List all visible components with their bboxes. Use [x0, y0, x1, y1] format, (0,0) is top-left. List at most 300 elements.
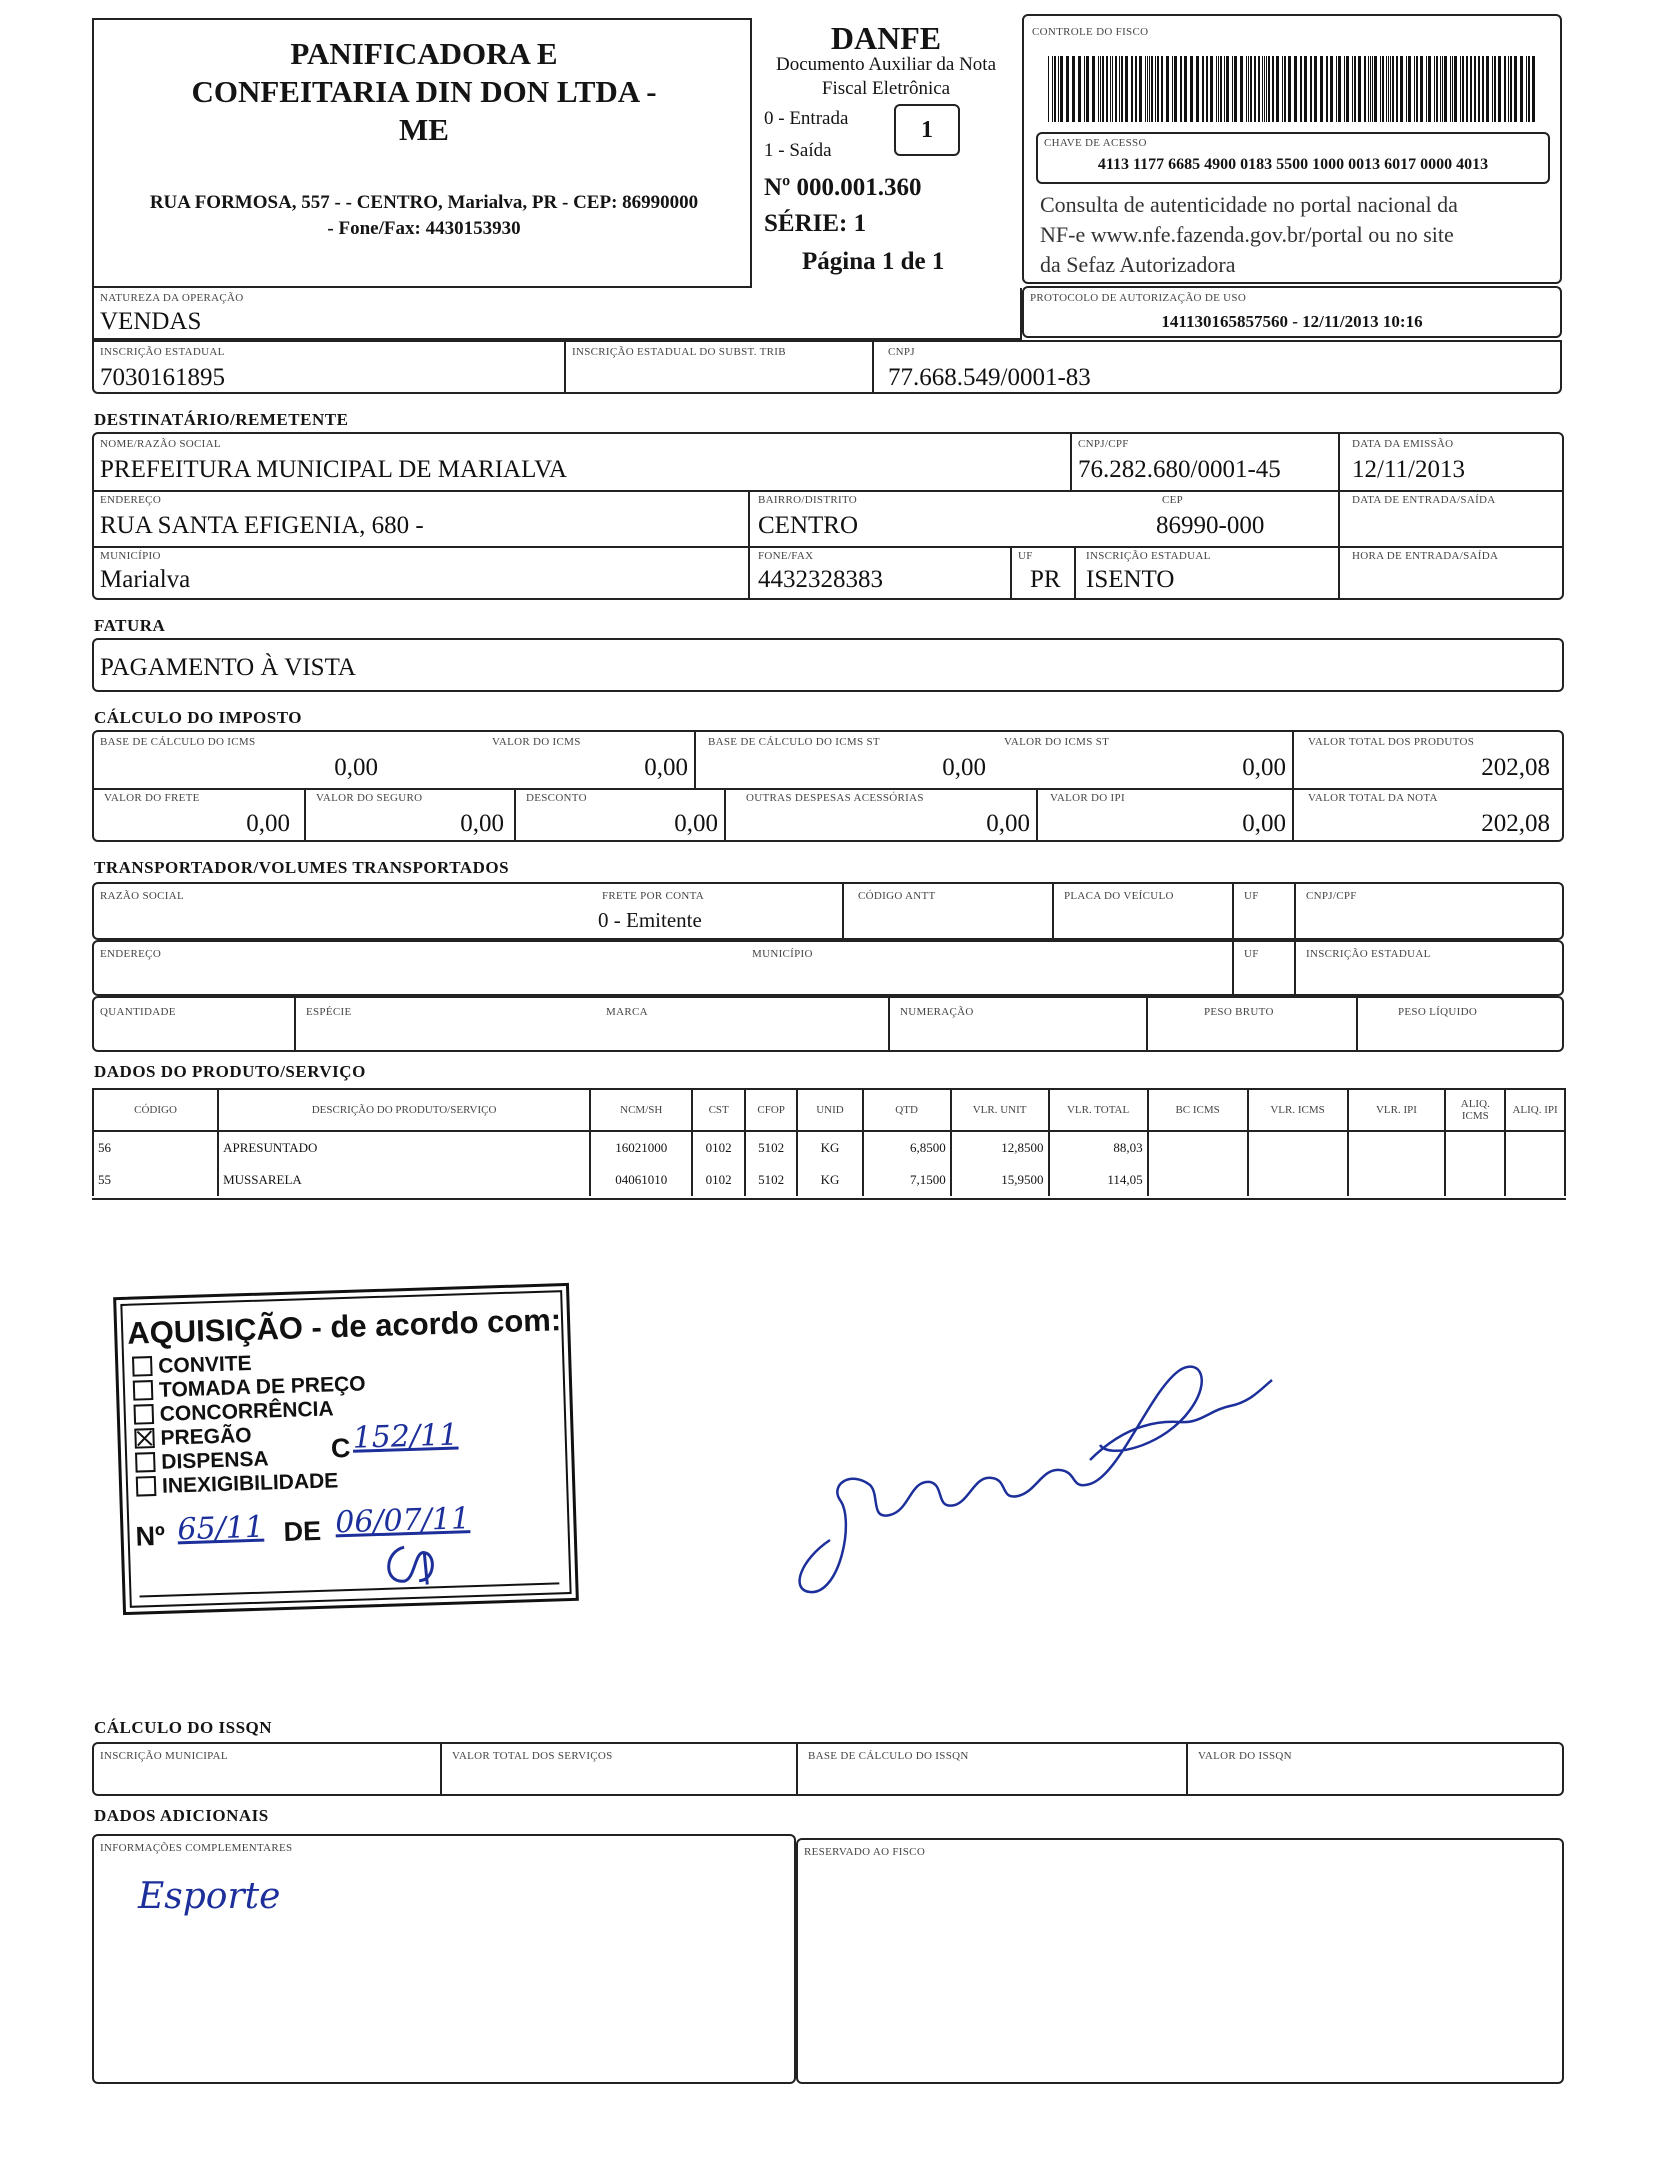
access-key-box	[1036, 132, 1550, 184]
barcode-bar	[1218, 56, 1219, 122]
acquisition-stamp	[113, 1283, 579, 1615]
transport-section: TRANSPORTADOR/VOLUMES TRANSPORTADOS	[94, 858, 510, 877]
tax-label: VALOR TOTAL DA NOTA	[1308, 792, 1438, 804]
barcode-bar	[1300, 56, 1302, 122]
emitter-address-line2: - Fone/Fax: 4430153930	[327, 218, 521, 239]
transport-cnpj-label: CNPJ/CPF	[1306, 890, 1357, 902]
checkbox-icon	[132, 1356, 153, 1377]
antt-label: CÓDIGO ANTT	[858, 890, 936, 902]
barcode-bar	[1098, 56, 1099, 122]
transport-city-cell	[746, 942, 1232, 994]
barcode-bar	[1400, 56, 1403, 122]
protocol-value: 141130165857560 - 12/11/2013 10:16	[1161, 312, 1423, 331]
barcode-bar	[1382, 56, 1384, 122]
barcode-bar	[1202, 56, 1204, 122]
barcode-bar	[1147, 56, 1148, 122]
barcode-bar	[1145, 56, 1146, 122]
barcode-bar	[1434, 56, 1435, 122]
species-label: ESPÉCIE	[306, 1006, 352, 1018]
additional-section: DADOS ADICIONAIS	[94, 1806, 269, 1825]
reserved-fisco-label: RESERVADO AO FISCO	[804, 1846, 926, 1858]
barcode-bar	[1149, 56, 1150, 122]
issqn-label: INSCRIÇÃO MUNICIPAL	[100, 1750, 228, 1762]
barcode-bar	[1206, 56, 1208, 122]
tax-label: VALOR DO SEGURO	[316, 792, 423, 804]
barcode-bar	[1344, 56, 1345, 122]
emission-date: 12/11/2013	[1352, 456, 1465, 483]
barcode-bar	[1184, 56, 1187, 122]
table-cell	[1445, 1164, 1505, 1196]
table-cell	[1505, 1131, 1565, 1164]
recipient-ie: ISENTO	[1086, 566, 1175, 593]
numbering-label: NUMERAÇÃO	[900, 1006, 974, 1018]
barcode-bar	[1284, 56, 1286, 122]
checkbox-icon	[135, 1452, 156, 1473]
transport-ie-label: INSCRIÇÃO ESTADUAL	[1306, 948, 1431, 960]
tax-label: DESCONTO	[526, 792, 587, 804]
recipient-ie-label: INSCRIÇÃO ESTADUAL	[1086, 550, 1211, 562]
products-header-cell: VLR. ICMS	[1248, 1089, 1348, 1131]
issqn-label: BASE DE CÁLCULO DO ISSQN	[808, 1750, 969, 1762]
consult-line2: NF-e www.nfe.fazenda.gov.br/portal ou no site	[1040, 222, 1454, 247]
products-header-cell: QTD	[863, 1089, 951, 1131]
barcode-bar	[1426, 56, 1427, 122]
barcode-bar	[1494, 56, 1496, 122]
barcode-bar	[1262, 56, 1263, 122]
transport-city-label: MUNICÍPIO	[752, 948, 813, 960]
tax-value: 0,00	[986, 810, 1030, 837]
barcode-bar	[1086, 56, 1089, 122]
barcode-bar	[1234, 56, 1237, 122]
barcode-bar	[1346, 56, 1349, 122]
barcode-bar	[1264, 56, 1265, 122]
products-header-row	[93, 1089, 1565, 1131]
numbering-cell	[888, 998, 1148, 1050]
district: CENTRO	[758, 512, 858, 539]
table-cell	[1348, 1131, 1446, 1164]
ie-st-label: INSCRIÇÃO ESTADUAL DO SUBST. TRIB	[572, 346, 786, 358]
tax-value: 0,00	[942, 754, 986, 781]
barcode-bar	[1058, 56, 1059, 122]
invoice-number: Nº 000.001.360	[764, 174, 922, 201]
barcode-bar	[1526, 56, 1527, 122]
tax-value: 202,08	[1481, 754, 1550, 781]
table-cell: 114,05	[1049, 1164, 1148, 1196]
recipient-name: PREFEITURA MUNICIPAL DE MARIALVA	[100, 456, 567, 483]
danfe-title: DANFE	[830, 20, 942, 56]
table-cell: MUSSARELA	[218, 1164, 590, 1196]
barcode-bar	[1282, 56, 1283, 122]
barcode-bar	[1288, 56, 1291, 122]
tax-value: 0,00	[1242, 810, 1286, 837]
barcode-bar	[1304, 56, 1307, 122]
handwritten-signature	[760, 1310, 1280, 1610]
stamp-option-label: TOMADA DE PREÇO	[158, 1372, 366, 1402]
transport-razao-label: RAZÃO SOCIAL	[100, 890, 184, 902]
table-cell	[1348, 1164, 1446, 1196]
operation-nature-box	[92, 288, 1022, 340]
barcode-bar	[1272, 56, 1274, 122]
barcode-bar	[1220, 56, 1222, 122]
tax-cell	[384, 732, 694, 788]
city-label: MUNICÍPIO	[100, 550, 161, 562]
species-cell	[294, 998, 610, 1050]
placa-label: PLACA DO VEÍCULO	[1064, 890, 1174, 902]
tax-value: 0,00	[334, 754, 378, 781]
danfe-subtitle-line1: Documento Auxiliar da Nota	[775, 54, 997, 75]
cep-label: CEP	[1162, 494, 1184, 506]
table-cell: 7,1500	[863, 1164, 951, 1196]
barcode-bar	[1510, 56, 1512, 122]
tax-cell	[94, 732, 384, 788]
checkbox-icon	[133, 1380, 154, 1401]
tax-cell	[724, 788, 1036, 840]
table-cell: 88,03	[1049, 1131, 1148, 1164]
products-header-cell: VLR. UNIT	[951, 1089, 1049, 1131]
transport-cnpj-cell	[1294, 884, 1562, 938]
barcode-bar	[1151, 56, 1153, 122]
barcode-bar	[1190, 56, 1193, 122]
emitter-address-line1: RUA FORMOSA, 557 - - CENTRO, Marialva, PR - CEP: 86990000	[149, 192, 699, 213]
tax-label: BASE DE CÁLCULO DO ICMS	[100, 736, 256, 748]
additional-info-label: INFORMAÇÕES COMPLEMENTARES	[100, 1842, 293, 1854]
tax-label: VALOR DO ICMS ST	[1004, 736, 1110, 748]
issqn-cell	[796, 1744, 1188, 1794]
frete-cell	[598, 884, 842, 938]
barcode-bar	[1330, 56, 1333, 122]
danfe-box	[752, 18, 1020, 288]
issqn-cell	[1186, 1744, 1562, 1794]
recipient-box	[92, 432, 1564, 600]
issqn-label: VALOR DO ISSQN	[1198, 1750, 1292, 1762]
checkbox-icon	[136, 1476, 157, 1497]
barcode-bar	[1172, 56, 1173, 122]
tax-cell	[514, 788, 724, 840]
products-header-cell: DESCRIÇÃO DO PRODUTO/SERVIÇO	[218, 1089, 590, 1131]
barcode-bar	[1078, 56, 1081, 122]
barcode-bar	[1368, 56, 1369, 122]
barcode-bar	[1406, 56, 1407, 122]
nature-label: NATUREZA DA OPERAÇÃO	[100, 292, 244, 304]
barcode-bar	[1248, 56, 1249, 122]
emitter-name-line2: CONFEITARIA DIN DON LTDA -	[191, 74, 657, 109]
tax-section: CÁLCULO DO IMPOSTO	[94, 708, 302, 727]
reserved-fisco-box	[796, 1838, 1564, 2084]
recipient-row3	[94, 546, 1562, 598]
qty-label: QUANTIDADE	[100, 1006, 176, 1018]
barcode-bar	[1416, 56, 1418, 122]
ie-label: INSCRIÇÃO ESTADUAL	[100, 346, 225, 358]
barcode-bar	[1276, 56, 1279, 122]
barcode-bar	[1131, 56, 1133, 122]
barcode-bar	[1372, 56, 1373, 122]
barcode-bar	[1314, 56, 1317, 122]
emission-cell	[1338, 434, 1562, 490]
barcode-bar	[1414, 56, 1415, 122]
barcode-bar	[1166, 56, 1169, 122]
additional-info-box	[92, 1834, 796, 2084]
invoice-text: PAGAMENTO À VISTA	[100, 654, 356, 681]
table-cell: APRESUNTADO	[218, 1131, 590, 1164]
tax-cell	[1292, 788, 1562, 840]
table-row	[93, 1131, 1565, 1164]
barcode-bar	[1268, 56, 1270, 122]
district-label: BAIRRO/DISTRITO	[758, 494, 858, 506]
tax-label: VALOR TOTAL DOS PRODUTOS	[1308, 736, 1475, 748]
tax-label: VALOR DO IPI	[1050, 792, 1125, 804]
brand-cell	[600, 998, 892, 1050]
products-header-cell: BC ICMS	[1148, 1089, 1248, 1131]
barcode-bar	[1428, 56, 1431, 122]
tax-label: VALOR DO ICMS	[492, 736, 581, 748]
consult-line3: da Sefaz Autorizadora	[1040, 252, 1236, 277]
tax-cell	[992, 732, 1292, 788]
cnpj-cell	[872, 342, 1562, 392]
barcode-bar	[1240, 56, 1243, 122]
table-cell: 16021000	[590, 1131, 692, 1164]
issqn-box	[92, 1742, 1564, 1796]
barcode-bar	[1392, 56, 1394, 122]
stamp-option-label: DISPENSA	[160, 1447, 269, 1474]
stamp-initials	[374, 1540, 456, 1592]
table-cell	[1148, 1164, 1248, 1196]
cep-cell	[1138, 490, 1338, 544]
protocol-box	[1022, 286, 1562, 338]
tax-value: 202,08	[1481, 810, 1550, 837]
issqn-label: VALOR TOTAL DOS SERVIÇOS	[452, 1750, 613, 1762]
invoice-section: FATURA	[94, 616, 166, 635]
ie-st-cell	[564, 342, 874, 392]
barcode-bar	[1157, 56, 1159, 122]
products-header-cell: ALIQ. ICMS	[1445, 1089, 1505, 1131]
uf-cell	[1010, 546, 1076, 598]
tax-box	[92, 730, 1564, 842]
recipient-address-label: ENDEREÇO	[100, 494, 162, 506]
barcode-bar	[1320, 56, 1323, 122]
recipient-row2	[94, 490, 1562, 548]
transport-row1	[92, 882, 1564, 940]
stamp-number-prefix: Nº	[135, 1520, 166, 1552]
barcode-bar	[1115, 56, 1117, 122]
table-cell	[1445, 1131, 1505, 1164]
additional-info-handwritten: Esporte	[138, 1876, 281, 1917]
barcode-bar	[1054, 56, 1056, 122]
barcode-bar	[1336, 56, 1337, 122]
barcode-bar	[1254, 56, 1256, 122]
access-key-label: CHAVE DE ACESSO	[1044, 137, 1147, 149]
tax-value: 0,00	[1242, 754, 1286, 781]
barcode-bar	[1478, 56, 1480, 122]
stamp-option-label: CONVITE	[157, 1351, 252, 1378]
district-cell	[748, 490, 1138, 546]
stamp-date: 06/07/11	[334, 1501, 471, 1541]
barcode-bar	[1436, 56, 1438, 122]
products-header-cell: NCM/SH	[590, 1089, 692, 1131]
transport-ie-cell	[1294, 942, 1562, 994]
barcode-bar	[1462, 56, 1464, 122]
transport-row2	[92, 940, 1564, 996]
table-row	[93, 1164, 1565, 1196]
phone: 4432328383	[758, 566, 883, 593]
barcode-bar	[1442, 56, 1443, 122]
net-weight-label: PESO LÍQUIDO	[1398, 1006, 1478, 1018]
tax-cell	[94, 788, 304, 840]
barcode-bar	[1370, 56, 1371, 122]
invoice-series: SÉRIE: 1	[764, 210, 867, 237]
barcode-bar	[1440, 56, 1441, 122]
access-key: 4113 1177 6685 4900 0183 5500 1000 0013 6017 0000 4013	[1097, 156, 1489, 173]
brand-label: MARCA	[606, 1006, 648, 1018]
barcode-bar	[1161, 56, 1163, 122]
city: Marialva	[100, 566, 191, 593]
phone-label: FONE/FAX	[758, 550, 814, 562]
pregao-number: 152/11	[352, 1417, 459, 1456]
operation-type-box: 1	[894, 104, 960, 156]
barcode-bar	[1092, 56, 1095, 122]
products-header-cell: CST	[692, 1089, 745, 1131]
barcode-bar	[1504, 56, 1506, 122]
emitter-box	[92, 18, 752, 288]
transport-uf2-cell	[1232, 942, 1294, 994]
ie-row	[92, 340, 1562, 394]
barcode-bar	[1420, 56, 1423, 122]
barcode-bar	[1474, 56, 1476, 122]
barcode-bar	[1532, 56, 1535, 122]
barcode-bar	[1066, 56, 1069, 122]
barcode-bar	[1354, 56, 1356, 122]
barcode-bar	[1466, 56, 1468, 122]
barcode-bar	[1052, 56, 1053, 122]
uf-label: UF	[1018, 550, 1033, 562]
tax-cell	[304, 788, 514, 840]
barcode-bar	[1520, 56, 1523, 122]
net-weight-cell	[1356, 998, 1562, 1050]
products-header-cell: CÓDIGO	[93, 1089, 218, 1131]
entry-date-label: DATA DE ENTRADA/SAÍDA	[1352, 494, 1496, 506]
barcode-bar	[1106, 56, 1108, 122]
tax-label: BASE DE CÁLCULO DO ICMS ST	[708, 736, 880, 748]
table-cell: 5102	[745, 1164, 798, 1196]
tax-value: 0,00	[460, 810, 504, 837]
protocol-label: PROTOCOLO DE AUTORIZAÇÃO DE USO	[1030, 292, 1247, 304]
entry-date-cell	[1338, 490, 1562, 546]
tax-cell	[1292, 732, 1562, 788]
transport-address-label: ENDEREÇO	[100, 948, 162, 960]
gross-weight-label: PESO BRUTO	[1204, 1006, 1274, 1018]
checked-box-icon	[134, 1428, 155, 1449]
barcode-bar	[1460, 56, 1461, 122]
products-header-cell: VLR. TOTAL	[1049, 1089, 1148, 1131]
issqn-section: CÁLCULO DO ISSQN	[94, 1718, 273, 1737]
tax-label: OUTRAS DESPESAS ACESSÓRIAS	[746, 792, 924, 804]
barcode-bar	[1155, 56, 1156, 122]
tax-row1	[94, 732, 1562, 790]
stamp-de-label: DE	[283, 1515, 322, 1547]
frete-value: 0 - Emitente	[598, 908, 702, 932]
barcode-bar	[1380, 56, 1381, 122]
barcode-bar	[1374, 56, 1377, 122]
barcode-bar	[1408, 56, 1411, 122]
barcode-bar	[1454, 56, 1457, 122]
emitter-name-line1: PANIFICADORA E	[290, 36, 558, 71]
emitter-name-line3: ME	[399, 112, 449, 147]
table-cell: 56	[93, 1131, 218, 1164]
table-cell: 0102	[692, 1164, 745, 1196]
tax-value: 0,00	[246, 810, 290, 837]
emission-label: DATA DA EMISSÃO	[1352, 438, 1454, 450]
table-cell: KG	[797, 1131, 862, 1164]
barcode-bar	[1294, 56, 1297, 122]
barcode-bar	[1246, 56, 1247, 122]
pregao-prefix: C	[330, 1432, 351, 1464]
nature-value: VENDAS	[100, 308, 202, 335]
phone-cell	[748, 546, 1010, 598]
cnpj-label: CNPJ	[888, 346, 915, 358]
barcode-bar	[1196, 56, 1199, 122]
stamp-number: 65/11	[176, 1509, 265, 1548]
barcode-bar	[1119, 56, 1120, 122]
products-header-cell: CFOP	[745, 1089, 798, 1131]
stamp-options	[132, 1348, 369, 1499]
gross-weight-cell	[1146, 998, 1356, 1050]
barcode-bar	[1508, 56, 1509, 122]
barcode-bar	[1102, 56, 1104, 122]
barcode-bar	[1048, 56, 1049, 122]
barcode-bar	[1210, 56, 1213, 122]
uf: PR	[1030, 566, 1061, 593]
recipient-cnpj-cell	[1070, 434, 1336, 490]
barcode-bar	[1444, 56, 1447, 122]
invoice-page: Página 1 de 1	[802, 248, 945, 275]
products-table	[92, 1088, 1566, 1196]
barcode-bar	[1470, 56, 1472, 122]
danfe-subtitle-line2: Fiscal Eletrônica	[821, 78, 951, 99]
transport-uf-cell	[1232, 884, 1294, 938]
barcode-bar	[1112, 56, 1113, 122]
barcode-bar	[1139, 56, 1142, 122]
products-header-cell: VLR. IPI	[1348, 1089, 1446, 1131]
tax-cell	[1036, 788, 1292, 840]
stamp-option-label: PREGÃO	[160, 1423, 252, 1450]
table-cell: 04061010	[590, 1164, 692, 1196]
barcode-bar	[1492, 56, 1493, 122]
antt-cell	[842, 884, 1052, 938]
barcode-bar	[1266, 56, 1267, 122]
barcode-bar	[1386, 56, 1387, 122]
tax-value: 0,00	[644, 754, 688, 781]
barcode-bar	[1528, 56, 1530, 122]
barcode-bar	[1390, 56, 1391, 122]
barcode-bar	[1110, 56, 1111, 122]
tax-cell	[694, 732, 992, 788]
exit-label: 1 - Saída	[764, 140, 832, 161]
fisco-box	[1022, 14, 1562, 284]
barcode-bar	[1135, 56, 1137, 122]
barcode-bar	[1452, 56, 1453, 122]
table-cell: KG	[797, 1164, 862, 1196]
consult-line1: Consulta de autenticidade no portal nacional da	[1040, 192, 1458, 217]
table-cell: 55	[93, 1164, 218, 1196]
barcode-bar	[1125, 56, 1128, 122]
stamp-title: AQUISIÇÃO - de acordo com:	[126, 1302, 562, 1351]
barcode-bar	[1352, 56, 1353, 122]
barcode-bar	[1388, 56, 1389, 122]
stamp-option-label: CONCORRÊNCIA	[159, 1397, 334, 1426]
barcode-bar	[1180, 56, 1182, 122]
recipient-address: RUA SANTA EFIGENIA, 680 -	[100, 512, 424, 539]
barcode-bar	[1174, 56, 1177, 122]
ie-value: 7030161895	[100, 364, 225, 391]
